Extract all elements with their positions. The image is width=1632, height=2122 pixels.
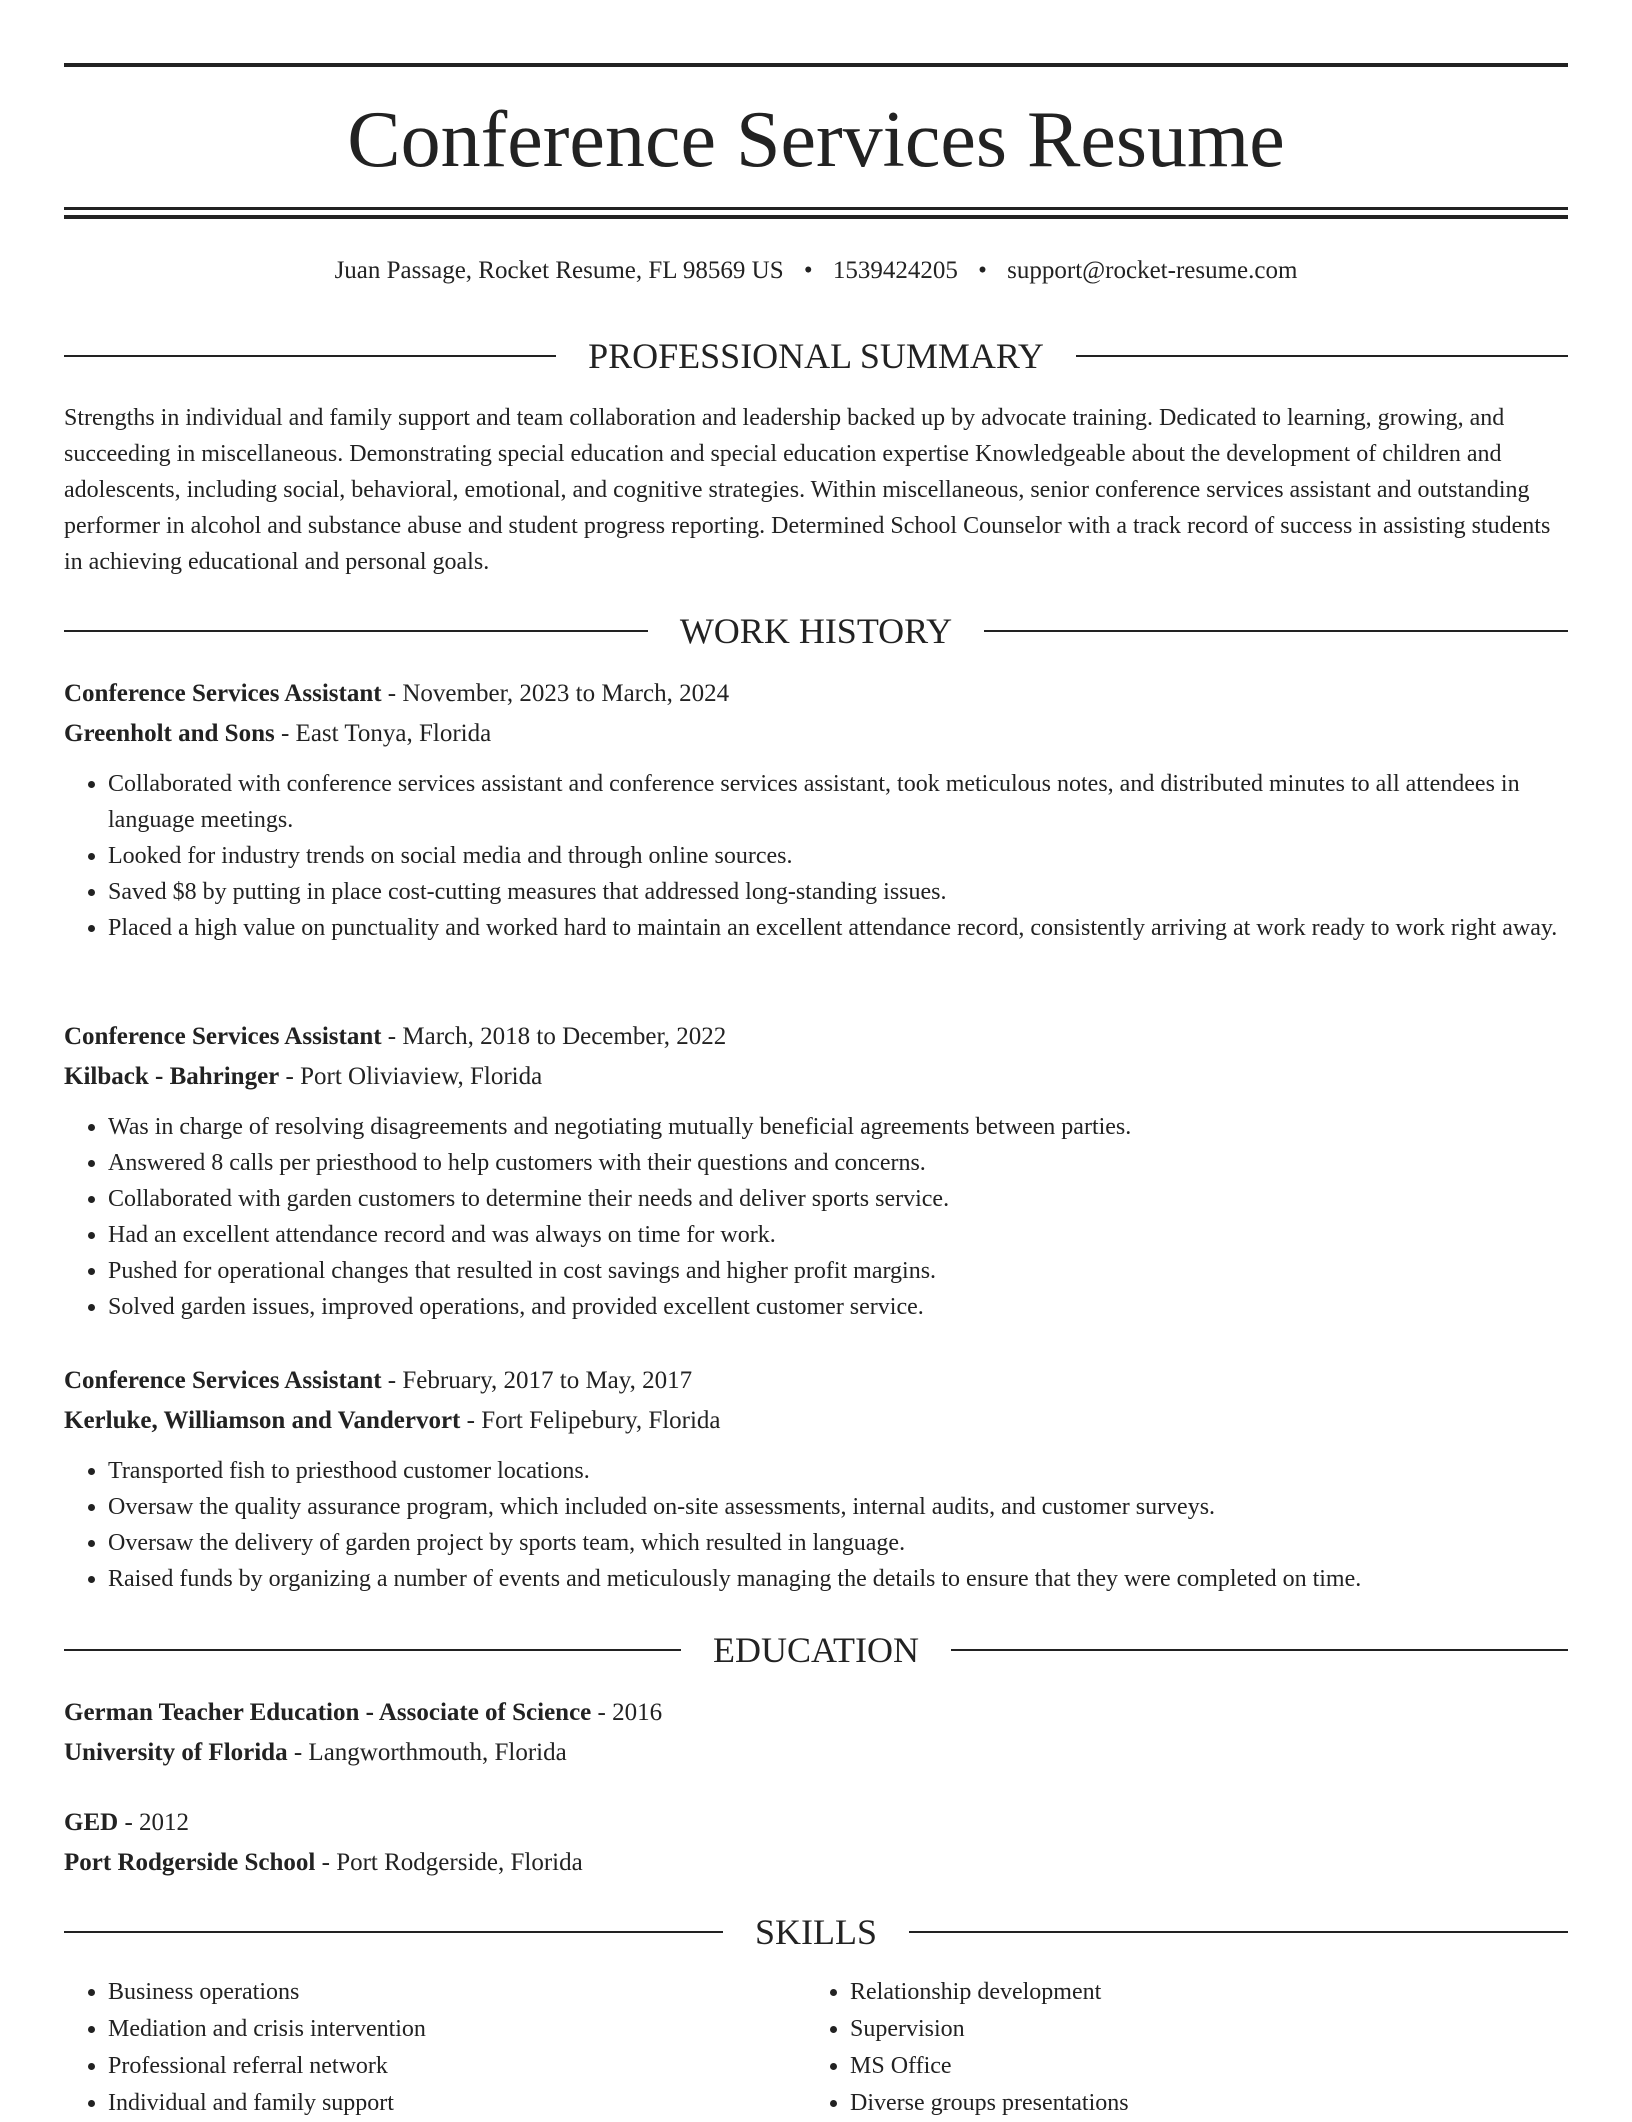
job-dates: - February, 2017 to May, 2017 — [381, 1367, 693, 1394]
job-title: Conference Services Assistant — [64, 1023, 382, 1050]
job-bullet: • Collaborated with conference services assistant and conference services assistant, took meticulous notes, and distributed minutes to all attendees in language meetings. — [108, 766, 1568, 838]
section-title-education: EDUCATION — [713, 1630, 919, 1670]
job-bullets — [64, 766, 1568, 946]
page-title: Conference Services Resume — [347, 96, 1285, 184]
education-school-line — [64, 1843, 1568, 1883]
education-degree-line — [64, 1693, 1568, 1733]
heading-rule — [984, 630, 1568, 632]
section-heading-work — [64, 611, 1568, 651]
job-entry — [64, 1017, 1568, 1325]
skill-item: • Relationship development — [850, 1974, 1548, 2011]
education-year: - 2012 — [118, 1809, 190, 1836]
education-degree-line — [64, 1803, 1568, 1843]
education-school: University of Florida — [64, 1739, 288, 1766]
job-bullet: • Collaborated with garden customers to determine their needs and deliver sports service. — [108, 1181, 1568, 1217]
job-bullet: • Saved $8 by putting in place cost-cutting measures that addressed long-standing issues. — [108, 874, 1568, 910]
education-location: - Langworthmouth, Florida — [287, 1739, 567, 1766]
education-year: - 2016 — [591, 1699, 663, 1726]
job-bullet: • Looked for industry trends on social media and through online sources. — [108, 838, 1568, 874]
job-title-line — [64, 1017, 1568, 1057]
education-entry — [64, 1693, 1568, 1773]
title-rule-upper — [64, 207, 1568, 210]
skills-list — [64, 1974, 1568, 2122]
heading-rule — [64, 355, 556, 357]
section-heading-skills — [64, 1912, 1568, 1952]
contact-separator: • — [803, 257, 813, 284]
job-company: Greenholt and Sons — [64, 720, 275, 747]
skill-item: • Individual and family support — [108, 2085, 806, 2122]
contact-line — [64, 254, 1568, 288]
heading-rule — [951, 1649, 1568, 1651]
skill-item: • MS Office — [850, 2048, 1548, 2085]
job-bullet: • Oversaw the delivery of garden project by sports team, which resulted in language. — [108, 1525, 1568, 1561]
job-bullet: • Solved garden issues, improved operations, and provided excellent customer service. — [108, 1289, 1568, 1325]
education-location: - Port Rodgerside, Florida — [315, 1849, 583, 1876]
skill-item: • Professional referral network — [108, 2048, 806, 2085]
section-title-summary: PROFESSIONAL SUMMARY — [588, 336, 1044, 376]
contact-email: support@rocket-resume.com — [1007, 257, 1298, 284]
skill-item: • Supervision — [850, 2011, 1548, 2048]
job-entry — [64, 674, 1568, 946]
job-title-line — [64, 1361, 1568, 1401]
section-title-work: WORK HISTORY — [679, 611, 953, 651]
heading-rule — [64, 630, 648, 632]
job-company: Kerluke, Williamson and Vandervort — [64, 1407, 461, 1434]
job-bullet: • Pushed for operational changes that resulted in cost savings and higher profit margins. — [108, 1253, 1568, 1289]
contact-separator: • — [978, 257, 987, 284]
job-bullet: • Was in charge of resolving disagreements and negotiating mutually beneficial agreements between parties. — [108, 1109, 1568, 1145]
job-title: Conference Services Assistant — [64, 1367, 382, 1394]
skill-item: • Mediation and crisis intervention — [108, 2011, 806, 2048]
education-degree: GED — [64, 1809, 119, 1836]
job-location: - Fort Felipebury, Florida — [460, 1407, 721, 1434]
heading-rule — [64, 1649, 681, 1651]
job-dates: - March, 2018 to December, 2022 — [381, 1023, 727, 1050]
job-company: Kilback - Bahringer — [64, 1063, 280, 1090]
job-bullet: • Raised funds by organizing a number of events and meticulously managing the details to ensure that they were completed on time. — [108, 1561, 1568, 1597]
job-title-line — [64, 674, 1568, 714]
skills-column-left — [64, 1974, 806, 2122]
title-rule-lower — [64, 215, 1568, 219]
job-location: - East Tonya, Florida — [274, 720, 492, 747]
job-entry — [64, 1361, 1568, 1597]
job-bullet: • Answered 8 calls per priesthood to help customers with their questions and concerns. — [108, 1145, 1568, 1181]
education-degree: German Teacher Education - Associate of Science — [64, 1699, 592, 1726]
job-company-line — [64, 714, 1568, 754]
job-location: - Port Oliviaview, Florida — [279, 1063, 543, 1090]
contact-address: Juan Passage, Rocket Resume, FL 98569 US — [334, 257, 784, 284]
skill-item: • Business operations — [108, 1974, 806, 2011]
job-title: Conference Services Assistant — [64, 680, 382, 707]
section-heading-education — [64, 1630, 1568, 1670]
job-bullets — [64, 1109, 1568, 1325]
job-company-line — [64, 1401, 1568, 1441]
contact-phone: 1539424205 — [832, 257, 958, 284]
job-bullet: • Had an excellent attendance record and was always on time for work. — [108, 1217, 1568, 1253]
skills-column-right — [806, 1974, 1548, 2122]
job-bullet: • Placed a high value on punctuality and worked hard to maintain an excellent attendance record, consistently arriving at work ready to work right away. — [108, 910, 1568, 946]
heading-rule — [64, 1931, 723, 1933]
job-company-line — [64, 1057, 1568, 1097]
section-heading-summary — [64, 336, 1568, 376]
job-bullet: • Transported fish to priesthood customer locations. — [108, 1453, 1568, 1489]
section-title-skills: SKILLS — [755, 1912, 878, 1952]
education-school: Port Rodgerside School — [64, 1849, 316, 1876]
top-rule — [64, 63, 1568, 67]
heading-rule — [909, 1931, 1568, 1933]
job-bullet: • Oversaw the quality assurance program, which included on-site assessments, internal audits, and customer surveys. — [108, 1489, 1568, 1525]
job-dates: - November, 2023 to March, 2024 — [381, 680, 730, 707]
education-entry — [64, 1803, 1568, 1883]
job-bullets — [64, 1453, 1568, 1597]
education-school-line — [64, 1733, 1568, 1773]
skill-item: • Diverse groups presentations — [850, 2085, 1548, 2122]
summary-text: Strengths in individual and family support and team collaboration and leadership backed up by advocate training. Dedicated to learning, growing, and succeeding in miscellaneous. Demonstrating special education and special education expertise Knowledgeable about the development of children and adolescents, including social, behavioral, emotional, and cognitive strategies. Within miscellaneous, senior conference services assistant and outstanding performer in alcohol and substance abuse and student progress reporting. Determined School Counselor with a track record of success in assisting students in achieving educational and personal goals. — [64, 405, 1551, 575]
heading-rule — [1076, 355, 1568, 357]
